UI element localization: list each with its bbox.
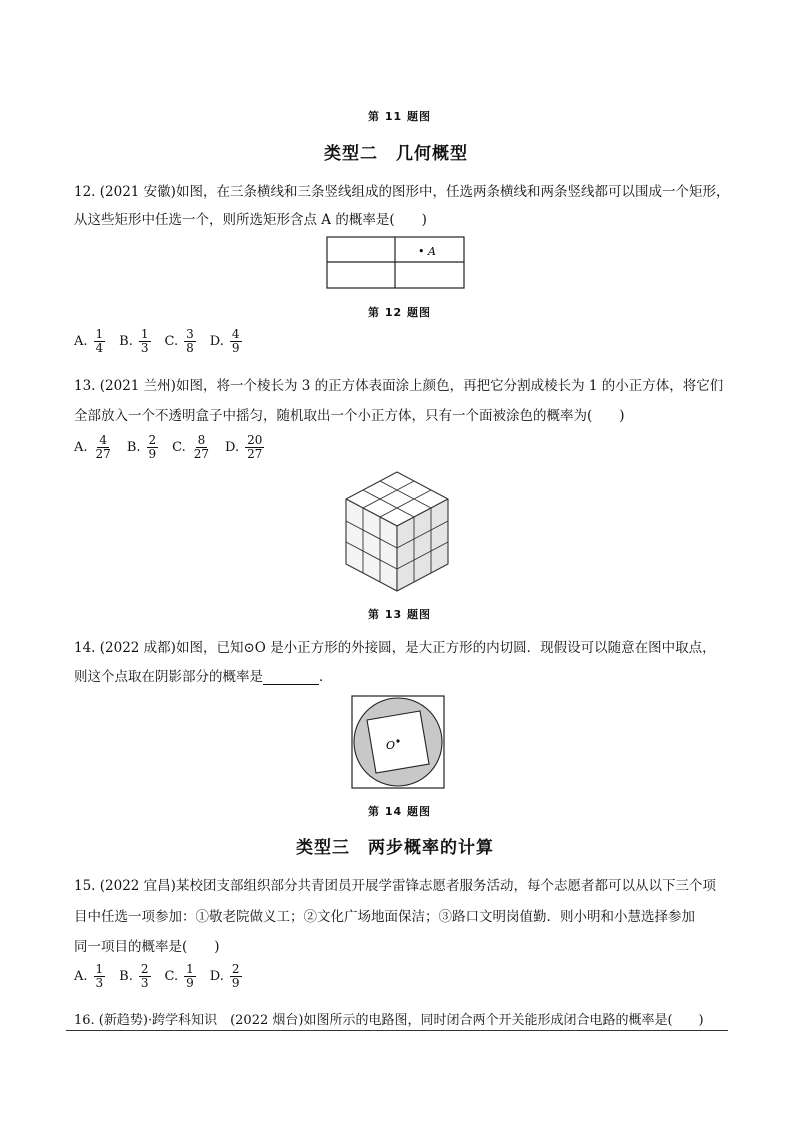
fig13-caption: 第 13 题图 <box>368 608 431 621</box>
q15-option-b[interactable]: B. $\frac{2}{3}$ <box>119 962 149 990</box>
fig11-caption: 第 11 题图 <box>368 110 431 123</box>
fraction: $\frac{4}{9}$ <box>231 327 240 355</box>
fraction: $\frac{20}{27}$ <box>247 433 263 461</box>
q15-text-line1: 15. (2022 宜昌)某校团支部组织部分共青团员开展学雷锋志愿者服务活动，每个志愿者都可以从以下三个项 <box>74 878 716 894</box>
q13-option-a[interactable]: A. $\frac{4}{27}$ <box>74 433 111 461</box>
fig12-caption: 第 12 题图 <box>368 306 431 319</box>
q15-options <box>74 963 242 990</box>
fraction: $\frac{2}{3}$ <box>140 962 149 990</box>
section3-title: 类型三 两步概率的计算 <box>296 838 494 858</box>
q12-options <box>74 328 242 355</box>
q14-text-line1: 14. (2022 成都)如图，已知⊙O 是小正方形的外接圆，是大正方形的内切圆．现假设可以随意在图中取点， <box>74 640 716 656</box>
q13-option-d[interactable]: D. $\frac{20}{27}$ <box>225 433 263 461</box>
fraction: $\frac{1}{4}$ <box>95 327 104 355</box>
fraction: $\frac{2}{9}$ <box>148 433 157 461</box>
fraction: $\frac{4}{27}$ <box>95 433 111 461</box>
q12-option-d[interactable]: D. $\frac{4}{9}$ <box>209 327 240 355</box>
center-point <box>396 739 399 742</box>
q13-option-c[interactable]: C. $\frac{8}{27}$ <box>172 433 210 461</box>
q12-option-b[interactable]: B. $\frac{1}{3}$ <box>119 327 149 355</box>
q15-option-c[interactable]: C. $\frac{1}{9}$ <box>164 962 194 990</box>
q15-text-line2: 目中任选一项参加：①敬老院做义工；②文化广场地面保洁；③路口文明岗值勤．则小明和小慧选择参加 <box>74 909 695 925</box>
fraction: $\frac{1}{3}$ <box>140 327 149 355</box>
q12-grid-figure <box>326 236 466 290</box>
q14-circle-figure <box>351 695 445 789</box>
section2-title: 类型二 几何概型 <box>324 144 468 164</box>
q15-option-a[interactable]: A. $\frac{1}{3}$ <box>74 962 104 990</box>
fraction: $\frac{1}{3}$ <box>95 962 104 990</box>
q15-text-line3: 同一项目的概率是( ) <box>74 939 220 955</box>
q13-text-line2: 全部放入一个不透明盒子中摇匀，随机取出一个小正方体，只有一个面被涂色的概率为( ) <box>74 408 625 424</box>
center-label: O <box>386 739 396 752</box>
q12-text-line1: 12. (2021 安徽)如图，在三条横线和三条竖线组成的图形中，任选两条横线和两条竖线都可以围成一个矩形， <box>74 184 730 200</box>
q13-option-b[interactable]: B. $\frac{2}{9}$ <box>126 433 157 461</box>
answer-blank[interactable] <box>263 672 319 685</box>
q14-text-line2: 则这个点取在阴影部分的概率是 ． <box>74 669 333 685</box>
q12-option-c[interactable]: C. $\frac{3}{8}$ <box>164 327 194 355</box>
q13-options <box>74 434 264 461</box>
fraction: $\frac{8}{27}$ <box>193 433 210 461</box>
q13-cube-figure <box>343 470 451 594</box>
fig14-caption: 第 14 题图 <box>368 805 431 818</box>
q13-text-line1: 13. (2021 兰州)如图，将一个棱长为 3 的正方体表面涂上颜色，再把它分割成棱长为 1 的小正方体，将它们 <box>74 378 724 394</box>
page-bottom-rule <box>66 1030 728 1031</box>
q16-text-line1: 16. (新趋势)·跨学科知识 (2022 烟台)如图所示的电路图，同时闭合两个开关能形成闭合电路的概率是( ) <box>74 1013 704 1028</box>
q12-text-line2: 从这些矩形中任选一个，则所选矩形含点 A 的概率是( ) <box>74 212 427 228</box>
q12-option-a[interactable]: A. $\frac{1}{4}$ <box>74 327 104 355</box>
fraction: $\frac{3}{8}$ <box>186 327 194 355</box>
point-a-label: • A <box>418 245 436 258</box>
fraction: $\frac{1}{9}$ <box>186 962 194 990</box>
q15-option-d[interactable]: D. $\frac{2}{9}$ <box>209 962 240 990</box>
fraction: $\frac{2}{9}$ <box>231 962 240 990</box>
